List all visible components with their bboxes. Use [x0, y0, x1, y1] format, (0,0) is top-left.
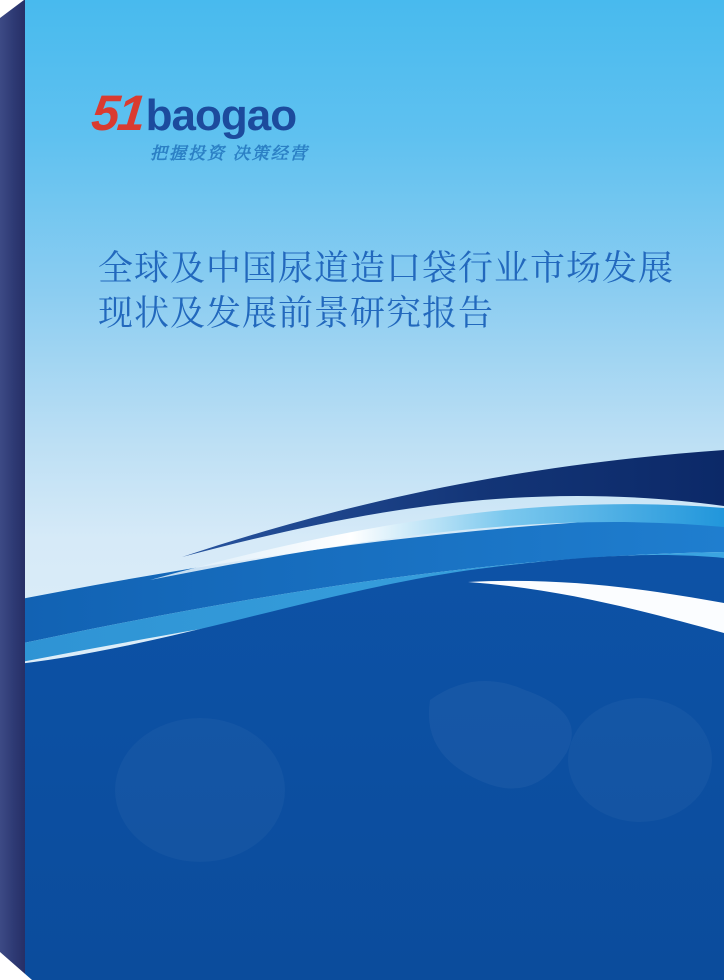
report-title	[98, 246, 698, 336]
brand-tagline: 把握投资 决策经营	[150, 144, 309, 163]
report-title-line2: 现状及发展前景研究报告	[98, 294, 495, 333]
logo-51-mark: 51	[89, 85, 147, 141]
brand-logo	[89, 85, 309, 163]
report-title-line1: 全球及中国尿道造口袋行业市场发展	[98, 249, 675, 288]
left-edge-band	[0, 0, 25, 980]
logo-baogao-wordmark: baogao	[145, 91, 297, 140]
